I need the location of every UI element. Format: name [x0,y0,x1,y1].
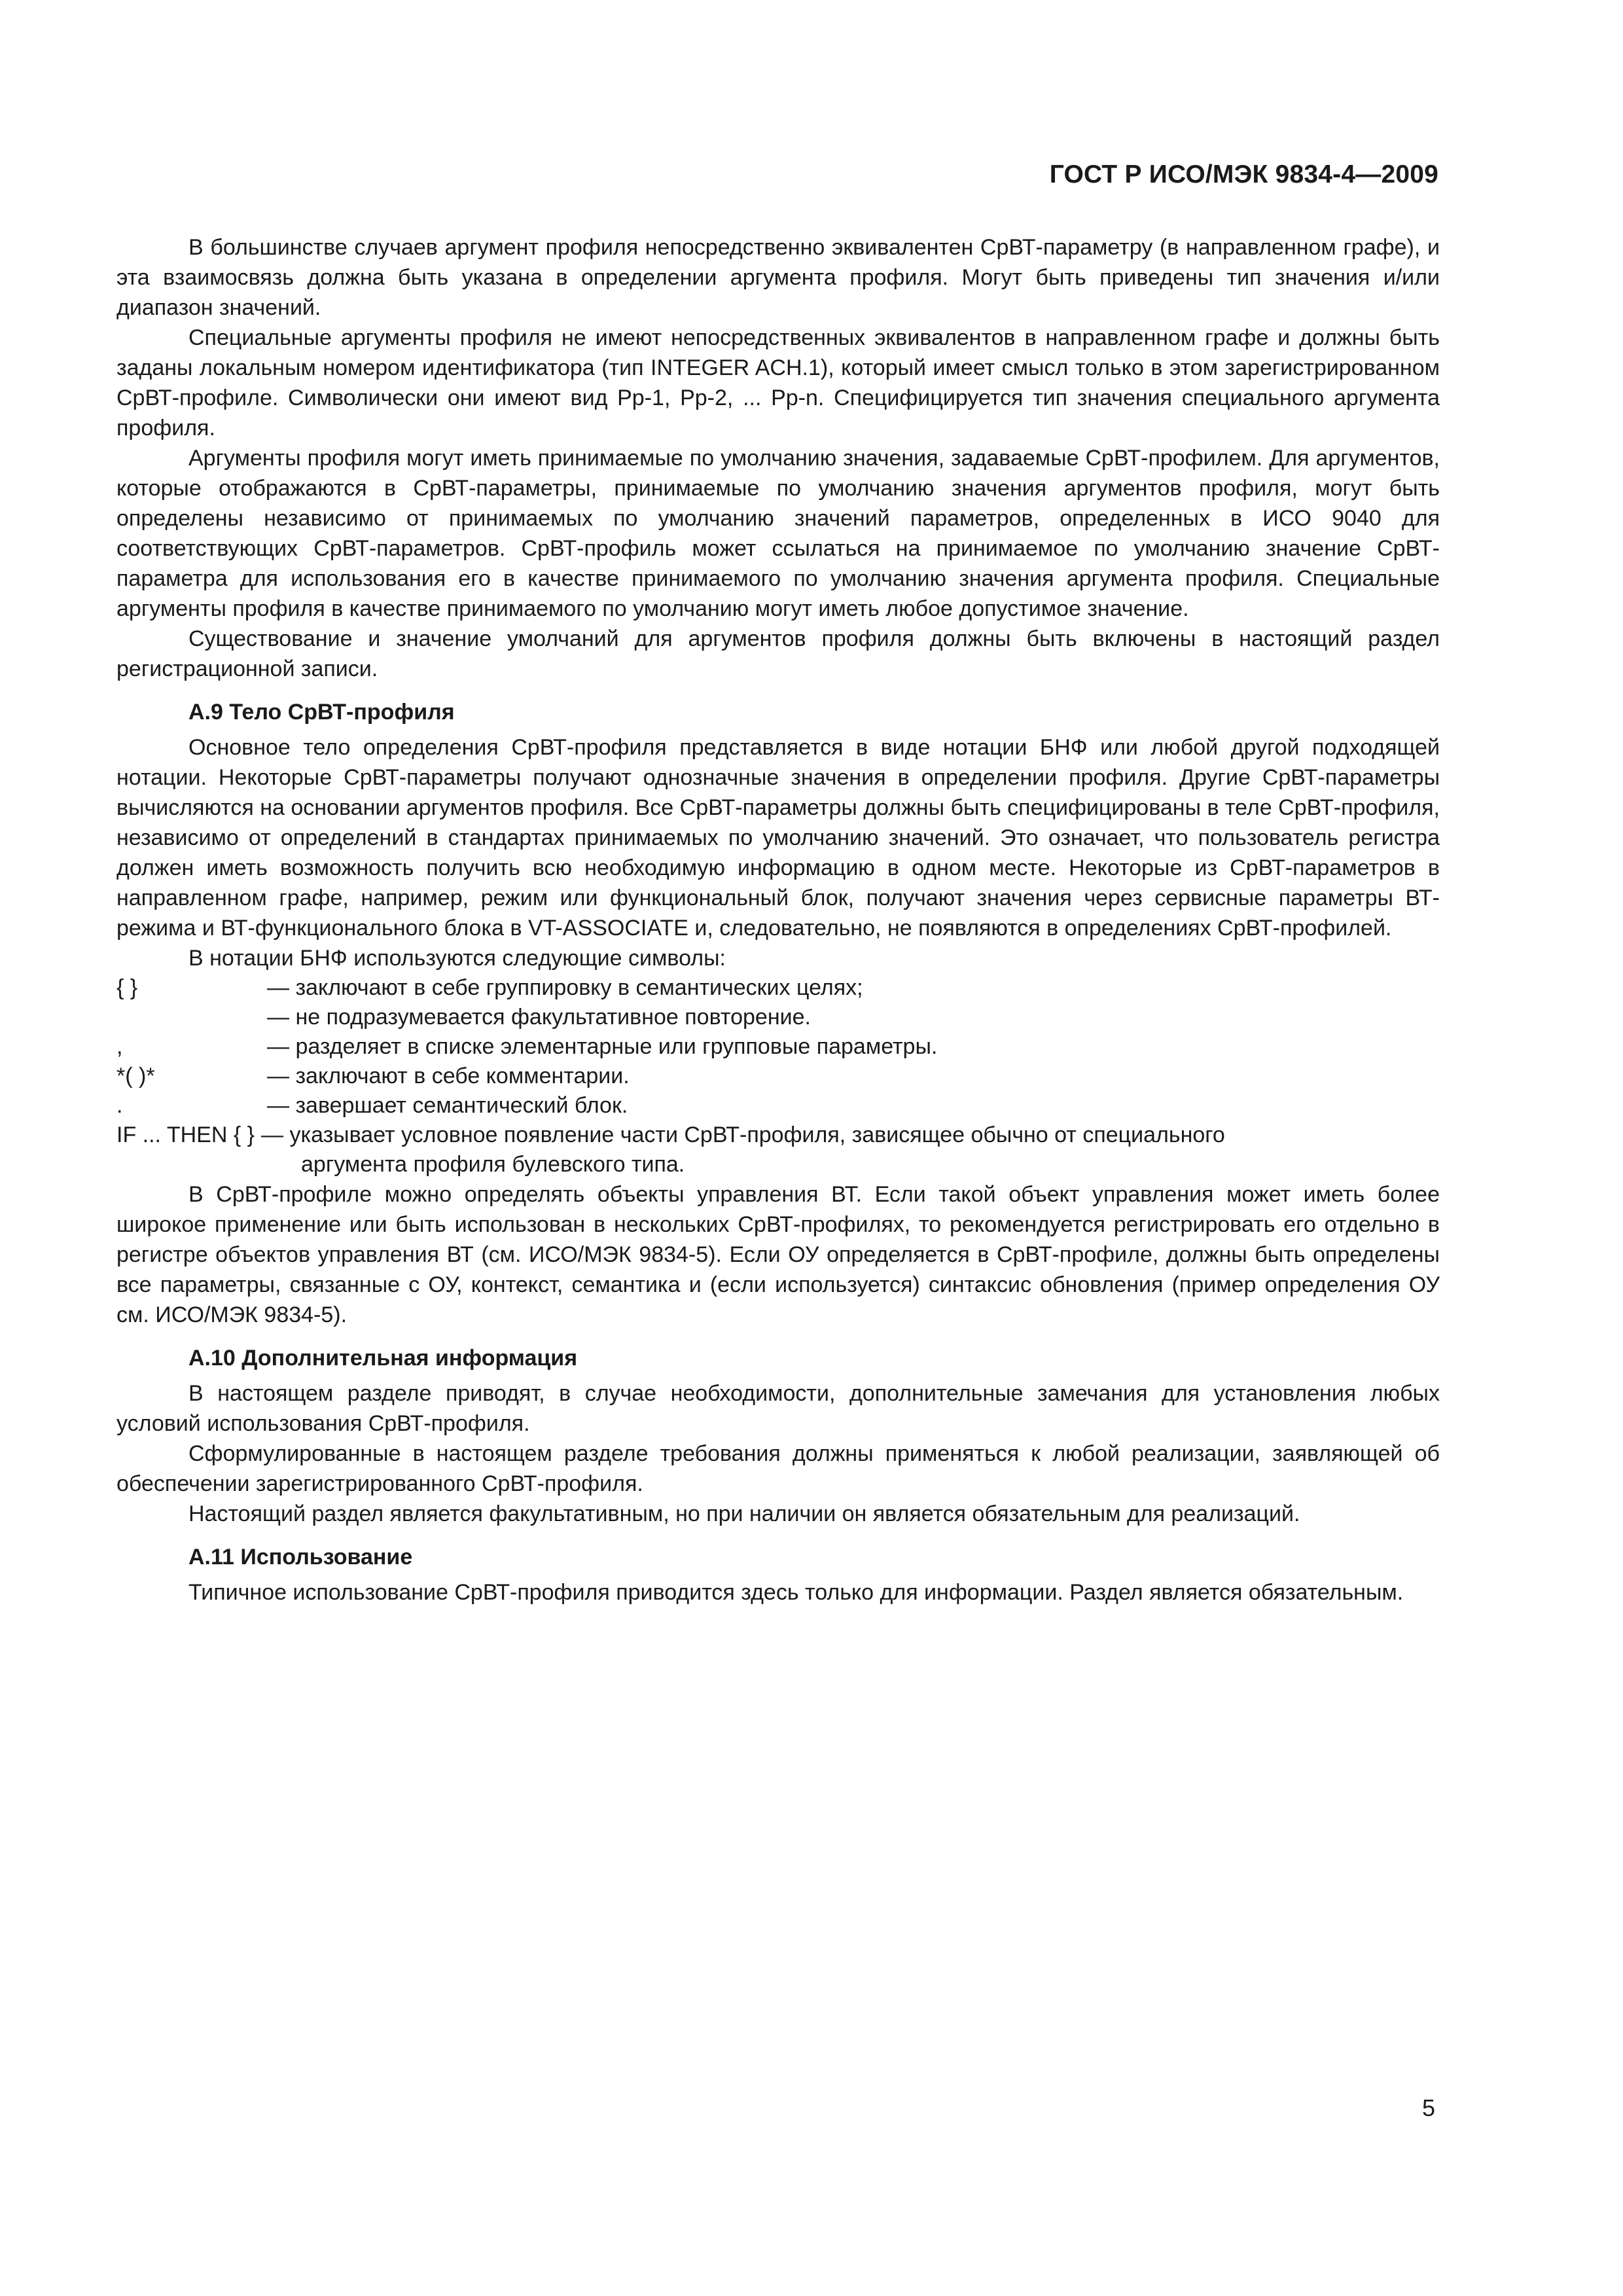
bnf-symbol: , [116,1034,123,1059]
bnf-symbol-row [116,973,1440,1003]
paragraph-a10-3: Настоящий раздел является факультативным, но при наличии он является обязательным для реализаций. [188,1501,1300,1526]
bnf-symbol-row [116,1032,1440,1062]
bnf-symbol-description: — завершает семантический блок. [267,1093,628,1118]
bnf-symbol-row [116,1003,1440,1032]
paragraph-a11-1: Типичное использование СрВТ-профиля приводится здесь только для информации. Раздел является обязательным. [188,1580,1404,1605]
bnf-symbol-description: — разделяет в списке элементарные или групповые параметры. [267,1034,938,1059]
bnf-symbol: . [116,1093,123,1118]
bnf-symbol: *( )* [116,1064,155,1088]
document-body [116,232,1440,1607]
paragraph-intro-2: Специальные аргументы профиля не имеют непосредственных эквивалентов в направленном графе и должны быть заданы локальным номером идентификатора (тип INTEGER ACH.1), который имеет смысл только в этом зарегистрированном СрВТ-профиле. Символически они имеют вид Рр-1, Рр-2, ... Рр-n. Специфицируется тип значения специального аргумента профиля. [116,325,1440,440]
section-heading-a10: А.10 Дополнительная информация [188,1346,578,1371]
bnf-symbol: IF ... THEN { } [116,1122,255,1147]
page-number: 5 [1421,2094,1435,2121]
bnf-symbol-list [116,973,1440,1179]
paragraph-a9-2: В нотации БНФ используются следующие символы: [188,946,726,971]
bnf-symbol-description: — заключают в себе комментарии. [267,1064,630,1088]
paragraph-a10-2: Сформулированные в настоящем разделе требования должны применяться к любой реализации, заявляющей об обеспечении зарегистрированного СрВТ-профиля. [116,1441,1440,1496]
section-heading-a9: А.9 Тело СрВТ-профиля [188,700,455,725]
bnf-symbol: { } [116,975,138,1000]
bnf-symbol-description: — указывает условное появление части СрВТ-профиля, зависящее обычно от специального [261,1122,1225,1147]
paragraph-intro-3: Аргументы профиля могут иметь принимаемые по умолчанию значения, задаваемые СрВТ-профилем. Для аргументов, которые отображаются в СрВТ-параметры, принимаемые по умолчанию значения аргументов профиля, могут быть определены независимо от принимаемых по умолчанию значений параметров, определенных в ИСО 9040 для соответствующих СрВТ-параметров. СрВТ-профиль может ссылаться на принимаемое по умолчанию значение СрВТ-параметра для использования его в качестве принимаемого по умолчанию значения аргумента профиля. Специальные аргументы профиля в качестве принимаемого по умолчанию могут иметь любое допустимое значение. [116,446,1440,621]
paragraph-intro-4: Существование и значение умолчаний для аргументов профиля должны быть включены в настоящий раздел регистрационной записи. [116,626,1440,681]
bnf-symbol-row-ifthen [116,1121,1440,1150]
bnf-symbol-description: — не подразумевается факультативное повторение. [267,1005,811,1030]
paragraph-intro-1: В большинстве случаев аргумент профиля непосредственно эквивалентен СрВТ-параметру (в направленном графе), и эта взаимосвязь должна быть указана в определении аргумента профиля. Могут быть приведены тип значения и/или диапазон значений. [116,235,1440,320]
paragraph-a9-3: В СрВТ-профиле можно определять объекты управления ВТ. Если такой объект управления может иметь более широкое применение или быть использован в нескольких СрВТ-профилях, то рекомендуется регистрировать его отдельно в регистре объектов управления ВТ (см. ИСО/МЭК 9834-5). Если ОУ определяется в СрВТ-профиле, должны быть определены все параметры, связанные с ОУ, контекст, семантика и (если используется) синтаксис обновления (пример определения ОУ см. ИСО/МЭК 9834-5). [116,1182,1440,1327]
section-heading-a11: А.11 Использование [188,1545,413,1570]
document-header-title: ГОСТ Р ИСО/МЭК 9834-4—2009 [1049,160,1438,188]
bnf-symbol-row [116,1091,1440,1121]
paragraph-a10-1: В настоящем разделе приводят, в случае необходимости, дополнительные замечания для установления любых условий использования СрВТ-профиля. [116,1381,1440,1436]
bnf-symbol-row [116,1062,1440,1091]
bnf-symbol-description: — заключают в себе группировку в семантических целях; [267,975,863,1000]
paragraph-a9-1: Основное тело определения СрВТ-профиля представляется в виде нотации БНФ или любой другой подходящей нотации. Некоторые СрВТ-параметры получают однозначные значения в определении профиля. Другие СрВТ-параметры вычисляются на основании аргументов профиля. Все СрВТ-параметры должны быть специфицированы в теле СрВТ-профиля, независимо от определений в стандартах принимаемых по умолчанию значений. Это означает, что пользователь регистра должен иметь возможность получить всю необходимую информацию в одном месте. Некоторые из СрВТ-параметров в направленном графе, например, режим или функциональный блок, получают значения через сервисные параметры ВТ-режима и ВТ-функционального блока в VT-ASSOCIATE и, следовательно, не появляются в определениях СрВТ-профилей. [116,735,1440,941]
bnf-symbol-description-continuation: аргумента профиля булевского типа. [301,1152,685,1177]
